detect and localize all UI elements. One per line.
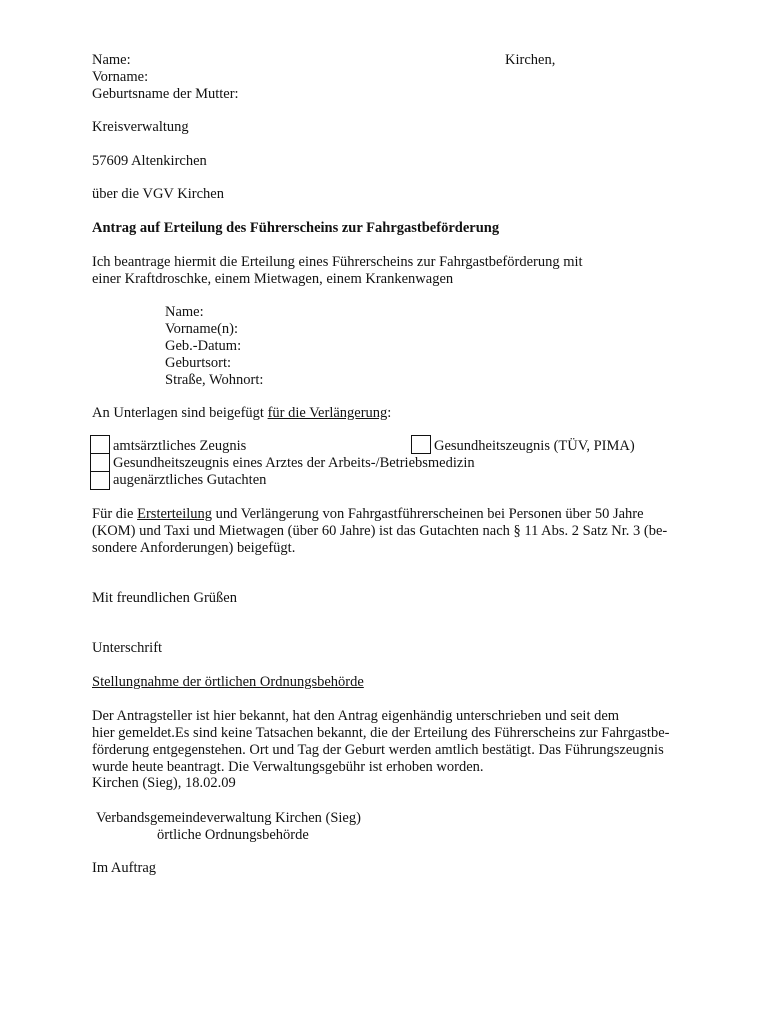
authority-org-2: örtliche Ordnungsbehörde xyxy=(157,827,309,843)
note-prefix: Für die xyxy=(92,506,138,522)
field-geb-datum: Geb.-Datum: xyxy=(165,338,242,354)
label-gesundheitszeugnis-tuev: Gesundheitszeugnis (TÜV, PIMA) xyxy=(434,438,635,454)
vorname-label: Vorname: xyxy=(92,69,149,85)
label-amtsaerztliches-zeugnis: amtsärztliches Zeugnis xyxy=(113,438,247,454)
authority-heading: Stellungnahme der örtlichen Ordnungsbehörde xyxy=(92,674,364,690)
mother-name-label: Geburtsname der Mutter: xyxy=(92,86,239,102)
recipient-line-1: Kreisverwaltung xyxy=(92,119,189,135)
note-line-1-rest: und Verlängerung von Fahrgastführerscheinen bei Personen über 50 Jahre xyxy=(212,506,644,522)
im-auftrag-label: Im Auftrag xyxy=(92,860,157,876)
authority-org-1: Verbandsgemeindeverwaltung Kirchen (Sieg) xyxy=(96,810,361,826)
attachments-intro xyxy=(92,405,391,422)
closing-greeting: Mit freundlichen Grüßen xyxy=(92,590,237,606)
checkbox-augenaerztliches-gutachten[interactable] xyxy=(90,471,110,490)
checkbox-gesundheitszeugnis-tuev[interactable] xyxy=(411,435,431,454)
recipient-line-2: 57609 Altenkirchen xyxy=(92,153,207,169)
field-name: Name: xyxy=(165,304,204,320)
note-line-2: (KOM) und Taxi und Mietwagen (über 60 Jahre) ist das Gutachten nach § 11 Abs. 2 Satz Nr. 3 (be- xyxy=(92,523,668,539)
field-geburtsort: Geburtsort: xyxy=(165,355,232,371)
authority-line-3: förderung entgegenstehen. Ort und Tag der Geburt werden amtlich bestätigt. Das Führungszeugnis xyxy=(92,742,664,758)
name-label: Name: xyxy=(92,52,131,68)
subject-heading: Antrag auf Erteilung des Führerscheins zur Fahrgastbeförderung xyxy=(92,220,500,236)
label-gesundheitszeugnis-arbeitsmedizin: Gesundheitszeugnis eines Arztes der Arbeits-/Betriebsmedizin xyxy=(113,455,475,471)
authority-line-4: wurde heute beantragt. Die Verwaltungsgebühr ist erhoben worden. xyxy=(92,759,484,775)
attachments-intro-prefix: An Unterlagen sind beigefügt xyxy=(92,405,268,421)
label-augenaerztliches-gutachten: augenärztliches Gutachten xyxy=(113,472,267,488)
note-underlined: Ersterteilung xyxy=(137,506,213,522)
attachments-intro-suffix: : xyxy=(387,405,392,421)
signature-label: Unterschrift xyxy=(92,640,163,656)
checkbox-amtsaerztliches-zeugnis[interactable] xyxy=(90,435,110,454)
field-strasse-wohnort: Straße, Wohnort: xyxy=(165,372,264,388)
recipient-line-3: über die VGV Kirchen xyxy=(92,186,224,202)
note-line-1 xyxy=(92,506,644,523)
attachments-intro-underlined: für die Verlängerung xyxy=(267,405,388,421)
intro-line-1: Ich beantrage hiermit die Erteilung eines Führerscheins zur Fahrgastbeförderung mit xyxy=(92,254,583,270)
intro-line-2: einer Kraftdroschke, einem Mietwagen, einem Krankenwagen xyxy=(92,271,454,287)
authority-line-2: hier gemeldet.Es sind keine Tatsachen bekannt, die der Erteilung des Führerscheins zur Fahrgastbe- xyxy=(92,725,670,741)
checkbox-gesundheitszeugnis-arbeitsmedizin[interactable] xyxy=(90,453,110,472)
authority-line-1: Der Antragsteller ist hier bekannt, hat den Antrag eigenhändig unterschrieben und seit dem xyxy=(92,708,620,724)
note-line-3: sondere Anforderungen) beigefügt. xyxy=(92,540,296,556)
authority-date-line: Kirchen (Sieg), 18.02.09 xyxy=(92,775,236,791)
field-vornamen: Vorname(n): xyxy=(165,321,239,337)
place-label: Kirchen, xyxy=(505,52,556,68)
